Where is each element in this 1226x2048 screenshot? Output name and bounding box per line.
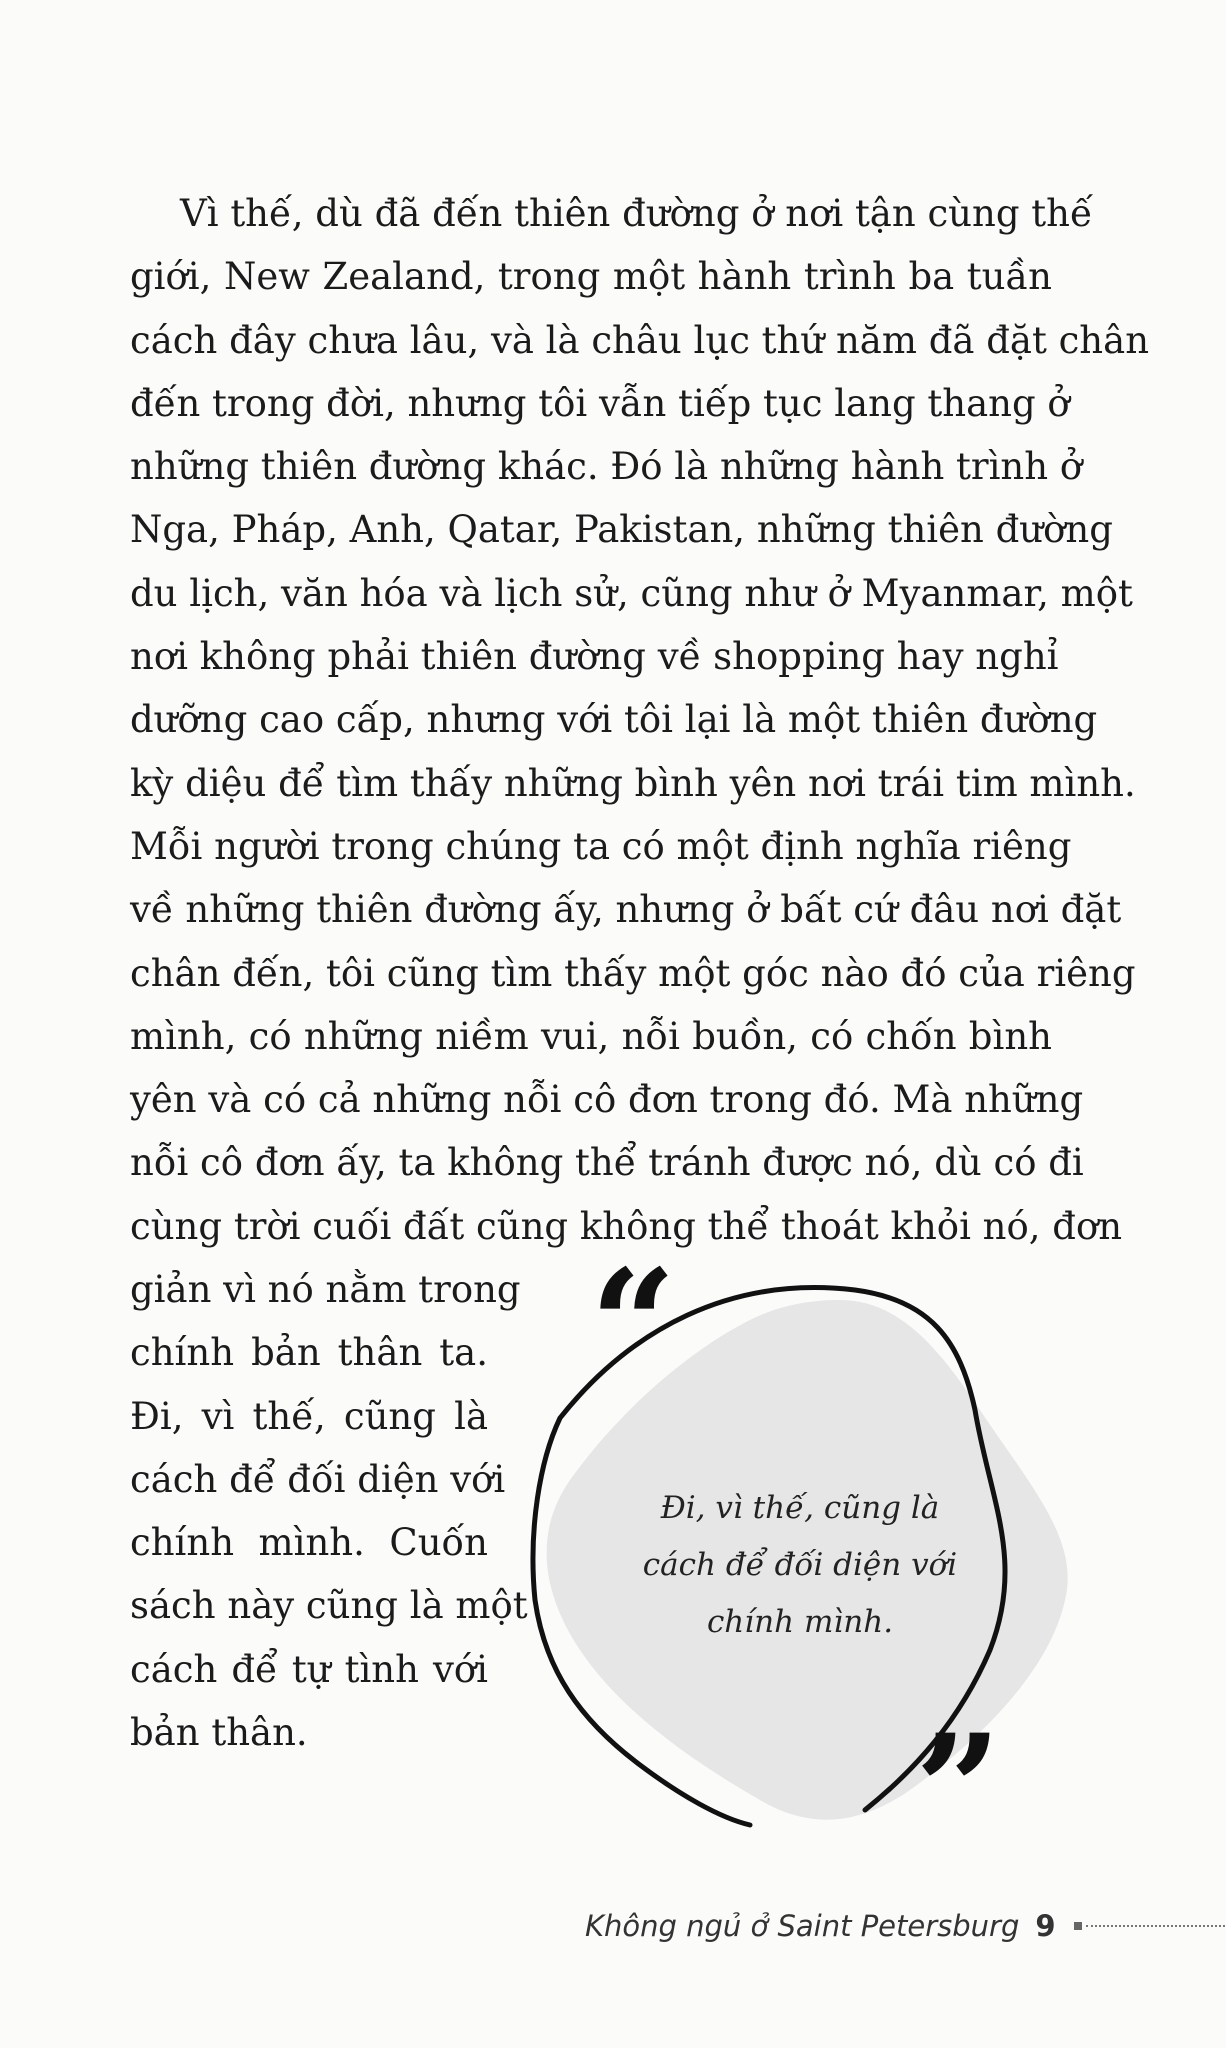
body-paragraph [130, 182, 1150, 1258]
text-line: Vì thế, dù đã đến thiên đường ở nơi tận cùng thế [180, 192, 1093, 235]
text-line: chính mình. Cuốn [130, 1521, 488, 1565]
text-line: Mỗi người trong chúng ta có một định nghĩa riêng [130, 824, 1072, 868]
text-line: giản vì nó nằm trong [130, 1268, 521, 1311]
text-line: mình, có những niềm vui, nỗi buồn, có chốn bình [130, 1014, 1052, 1058]
footer-dotted-rule [1086, 1925, 1225, 1927]
page-number: 9 [1035, 1909, 1056, 1943]
text-line: dưỡng cao cấp, nhưng với tôi lại là một thiên đường [130, 698, 1098, 742]
text-line: sách này cũng là một [130, 1584, 528, 1628]
text-line: về những thiên đường ấy, nhưng ở bất cứ đâu nơi đặt [130, 888, 1122, 932]
text-line: những thiên đường khác. Đó là những hành trình ở [130, 445, 1083, 489]
text-line: nỗi cô đơn ấy, ta không thể tránh được nó, dù có đi [130, 1141, 1084, 1185]
text-line: cách để tự tình với [130, 1647, 488, 1691]
quote-line: Đi, vì thế, cũng là [660, 1490, 940, 1526]
text-line: cách đây chưa lâu, và là châu lục thứ năm đã đặt chân [130, 318, 1150, 362]
book-title: Không ngủ ở Saint Petersburg [585, 1909, 1020, 1943]
text-line: cách để đối diện với [130, 1457, 506, 1501]
text-line: nơi không phải thiên đường về shopping hay nghỉ [130, 635, 1059, 679]
text-line: đến trong đời, nhưng tôi vẫn tiếp tục lang thang ở [130, 381, 1070, 425]
open-quote-icon: “ [590, 1237, 677, 1413]
running-footer [585, 1906, 1225, 1946]
footer-rule-marker [1074, 1922, 1082, 1930]
pull-quote-text [640, 1480, 960, 1651]
quote-line: cách để đối diện với [642, 1547, 958, 1583]
quote-line: chính mình. [706, 1604, 894, 1640]
text-line: Đi, vì thế, cũng là [130, 1394, 488, 1438]
pull-quote [520, 1237, 1080, 1878]
column-paragraph [130, 1258, 528, 1764]
text-line: chính bản thân ta. [130, 1331, 488, 1375]
text-line: Nga, Pháp, Anh, Qatar, Pakistan, những thiên đường [130, 508, 1113, 552]
text-line: giới, New Zealand, trong một hành trình ba tuần [130, 255, 1052, 299]
text-line: cùng trời cuối đất cũng không thể thoát khỏi nó, đơn [130, 1204, 1123, 1248]
text-line: du lịch, văn hóa và lịch sử, cũng như ở Myanmar, một [130, 571, 1133, 615]
text-line: bản thân. [130, 1711, 308, 1755]
text-line: chân đến, tôi cũng tìm thấy một góc nào đó của riêng [130, 951, 1136, 995]
close-quote-icon: ” [915, 1702, 1002, 1878]
text-line: yên và có cả những nỗi cô đơn trong đó. Mà những [130, 1078, 1084, 1122]
text-line: kỳ diệu để tìm thấy những bình yên nơi trái tim mình. [130, 761, 1136, 805]
